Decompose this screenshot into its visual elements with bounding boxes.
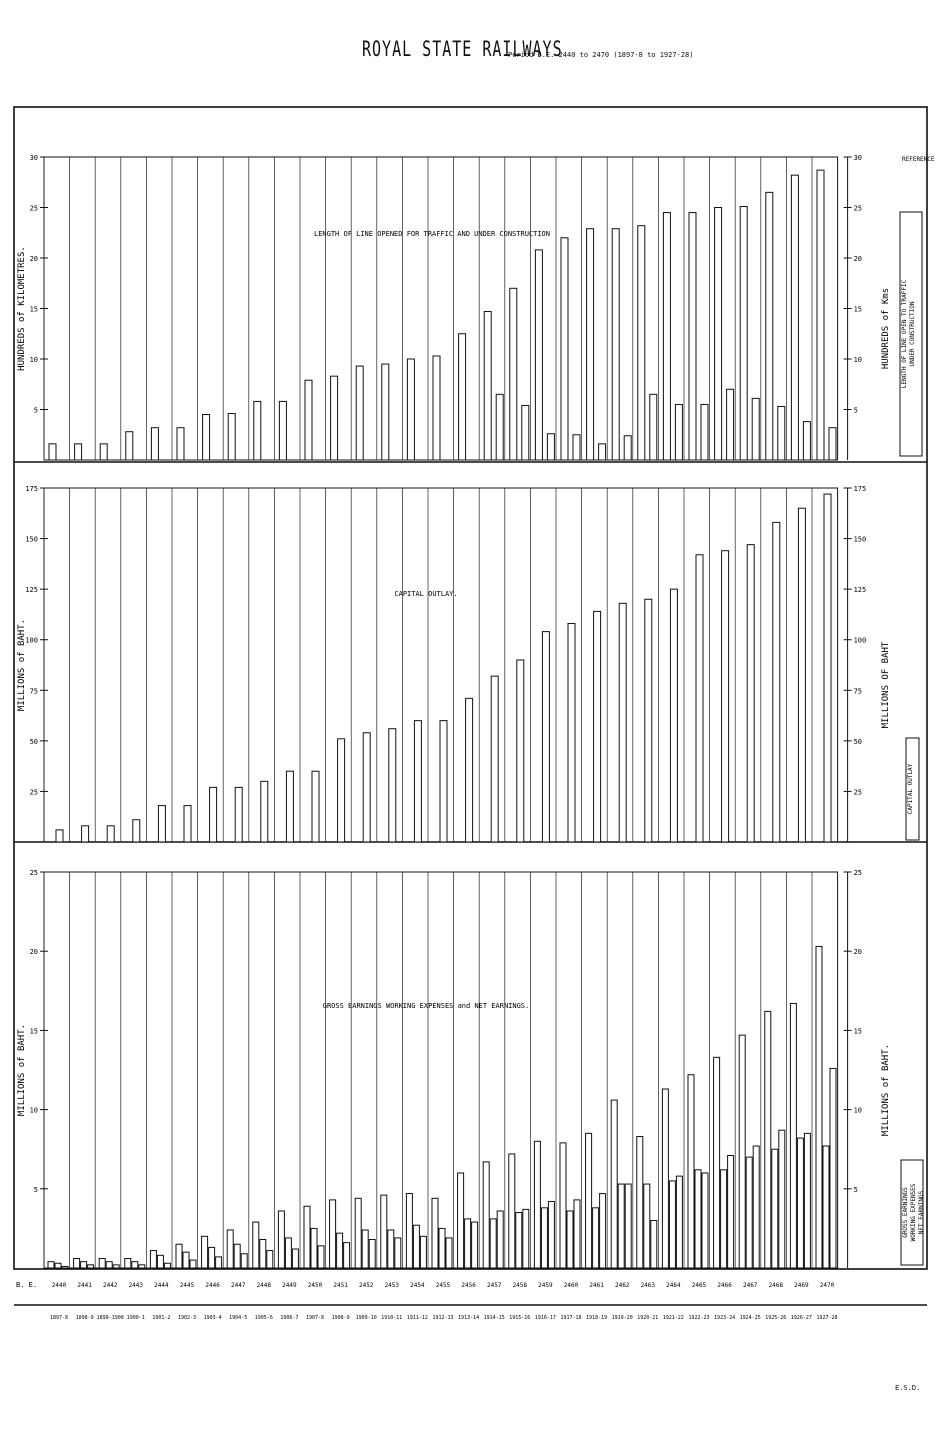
bar-capital-outlay	[773, 522, 780, 842]
x-tick-label-ad: 1903-4	[203, 1315, 222, 1321]
bar-capital-outlay	[491, 676, 498, 842]
x-tick-label-ad: 1914-15	[483, 1315, 505, 1321]
y-tick-label: 50	[29, 737, 38, 746]
bar-open-to-traffic	[561, 238, 568, 460]
y-axis-label-right: MILLIONS OF BAHT	[881, 641, 891, 729]
bar-gross-earnings	[99, 1258, 105, 1268]
y-tick-label: 15	[29, 1027, 38, 1036]
bar-working-expenses	[772, 1149, 778, 1268]
y-tick-label-right: 50	[853, 737, 863, 746]
x-tick-label-be: 2466	[717, 1282, 732, 1289]
x-tick-label-be: 2455	[435, 1282, 451, 1289]
x-tick-label-be: 2444	[154, 1282, 169, 1289]
bar-gross-earnings	[355, 1198, 361, 1268]
bar-capital-outlay	[107, 826, 114, 842]
x-tick-label-ad: 1904-5	[229, 1315, 248, 1321]
bar-gross-earnings	[509, 1154, 515, 1268]
bar-net-earnings	[497, 1211, 503, 1268]
bar-capital-outlay	[158, 806, 165, 842]
legend-entry: LENGTH OF LINE OPEN TO TRAFFIC	[901, 279, 908, 389]
y-tick-label: 20	[29, 948, 38, 957]
bar-capital-outlay	[338, 739, 345, 842]
bar-net-earnings	[651, 1220, 657, 1268]
x-tick-label-be: 2442	[102, 1282, 118, 1289]
bar-working-expenses	[465, 1219, 471, 1268]
x-tick-label-ad: 1908-9	[331, 1315, 350, 1321]
x-tick-label-ad: 1917-18	[560, 1315, 582, 1321]
x-tick-label-be: 2456	[461, 1282, 476, 1289]
bar-gross-earnings	[662, 1089, 668, 1268]
x-tick-label-be: 2465	[691, 1282, 707, 1289]
bar-gross-earnings	[816, 946, 822, 1268]
bar-capital-outlay	[82, 826, 89, 842]
bar-gross-earnings	[534, 1141, 540, 1268]
bar-gross-earnings	[330, 1200, 336, 1268]
bar-open-to-traffic	[715, 208, 722, 461]
bar-working-expenses	[285, 1238, 291, 1268]
y-tick-label-right: 25	[853, 204, 863, 213]
bar-gross-earnings	[637, 1137, 643, 1268]
bar-under-construction	[675, 404, 682, 460]
y-tick-label-right: 5	[853, 406, 858, 415]
bar-capital-outlay	[133, 820, 140, 842]
bar-open-to-traffic	[459, 334, 466, 460]
x-tick-label-be: 2461	[589, 1282, 604, 1289]
bar-under-construction	[547, 434, 554, 460]
bar-under-construction	[829, 428, 836, 460]
bar-gross-earnings	[202, 1236, 208, 1268]
y-tick-label: 15	[29, 305, 38, 314]
x-tick-label-ad: 1924-25	[739, 1315, 761, 1321]
bar-gross-earnings	[611, 1100, 617, 1268]
x-tick-label-ad: 1922-23	[688, 1315, 710, 1321]
x-tick-label-ad: 1925-26	[765, 1315, 787, 1321]
y-tick-label-right: 5	[853, 1185, 858, 1194]
x-tick-label-ad: 1911-12	[406, 1315, 428, 1321]
legend-entry: CAPITAL OUTLAY	[907, 763, 914, 815]
x-tick-label-be: 2448	[256, 1282, 272, 1289]
bar-capital-outlay	[440, 721, 447, 842]
bar-net-earnings	[164, 1263, 170, 1268]
bar-gross-earnings	[48, 1262, 54, 1268]
bar-gross-earnings	[586, 1133, 592, 1268]
bar-gross-earnings	[458, 1173, 464, 1268]
bar-under-construction	[522, 405, 529, 460]
legend-title: REFERENCE	[902, 156, 935, 163]
bar-open-to-traffic	[817, 170, 824, 460]
y-tick-label-right: 25	[853, 788, 863, 797]
bar-open-to-traffic	[305, 380, 312, 460]
bar-open-to-traffic	[535, 250, 542, 460]
bar-working-expenses	[388, 1230, 394, 1268]
bar-working-expenses	[81, 1262, 87, 1268]
x-tick-label-ad: 1899-1900	[96, 1315, 124, 1321]
legend-entry: WORKING EXPENSES	[910, 1183, 917, 1242]
bar-open-to-traffic	[663, 213, 670, 460]
legend-entry: GROSS EARNINGS	[902, 1187, 909, 1238]
bar-under-construction	[752, 398, 759, 460]
bar-open-to-traffic	[612, 229, 619, 460]
bar-working-expenses	[593, 1208, 599, 1268]
y-tick-label: 25	[29, 788, 38, 797]
y-tick-label-right: 20	[853, 255, 863, 263]
bar-capital-outlay	[261, 781, 268, 842]
x-tick-label-be: 2449	[282, 1282, 297, 1289]
bar-gross-earnings	[688, 1075, 694, 1268]
y-tick-label-right: 75	[853, 687, 863, 696]
bar-working-expenses	[721, 1170, 727, 1268]
bar-gross-earnings	[406, 1194, 412, 1268]
bar-gross-earnings	[714, 1057, 720, 1268]
bar-net-earnings	[804, 1133, 810, 1268]
bar-capital-outlay	[722, 551, 729, 842]
bar-capital-outlay	[184, 806, 191, 842]
bar-capital-outlay	[798, 508, 805, 842]
bar-working-expenses	[516, 1213, 522, 1268]
bar-working-expenses	[260, 1239, 266, 1268]
bar-capital-outlay	[312, 771, 319, 842]
x-tick-label-ad: 1918-19	[586, 1315, 608, 1321]
bar-working-expenses	[567, 1211, 573, 1268]
x-tick-label-ad: 1921-22	[662, 1315, 684, 1321]
bar-gross-earnings	[739, 1035, 745, 1268]
bar-capital-outlay	[286, 771, 293, 842]
y-tick-label: 10	[29, 356, 38, 364]
x-tick-label-be: 2451	[333, 1282, 348, 1289]
bar-open-to-traffic	[279, 401, 286, 460]
bar-net-earnings	[292, 1249, 298, 1268]
x-tick-label-be: 2454	[410, 1282, 425, 1289]
bar-gross-earnings	[765, 1011, 771, 1268]
y-tick-label-right: 15	[853, 305, 863, 314]
y-tick-label-right: 175	[853, 485, 867, 493]
x-tick-label-be: 2440	[51, 1282, 67, 1289]
bar-net-earnings	[600, 1194, 606, 1268]
x-tick-label-be: 2450	[307, 1282, 323, 1289]
bar-working-expenses	[618, 1184, 624, 1268]
bar-capital-outlay	[466, 698, 473, 842]
y-axis-label: HUNDREDS of KILOMETRES.	[17, 246, 27, 371]
bar-open-to-traffic	[510, 288, 517, 460]
y-axis-label: MILLIONS of BAHT.	[17, 1023, 27, 1117]
x-tick-label-ad: 1919-20	[611, 1315, 633, 1321]
bar-gross-earnings	[790, 1003, 796, 1268]
bar-gross-earnings	[560, 1143, 566, 1268]
bar-net-earnings	[318, 1246, 324, 1268]
period-label: Period B.E. 2440 to 2470 (1897-8 to 1927-28)	[508, 51, 694, 59]
y-tick-label: 10	[29, 1106, 38, 1115]
x-tick-label-be: 2441	[77, 1282, 92, 1289]
bar-open-to-traffic	[433, 356, 440, 460]
x-tick-label-ad: 1927-28	[816, 1315, 838, 1321]
bar-open-to-traffic	[254, 401, 261, 460]
bar-net-earnings	[267, 1251, 273, 1268]
bar-net-earnings	[420, 1236, 426, 1268]
page-title: ROYAL STATE RAILWAYS	[362, 36, 563, 62]
y-tick-label: 25	[29, 869, 38, 877]
bar-net-earnings	[830, 1068, 836, 1268]
bar-working-expenses	[362, 1230, 368, 1268]
x-tick-label-be: 2457	[486, 1282, 502, 1289]
bar-working-expenses	[132, 1262, 138, 1268]
bar-working-expenses	[541, 1208, 547, 1268]
bar-net-earnings	[190, 1260, 196, 1268]
x-tick-label-ad: 1902-3	[177, 1315, 197, 1321]
bar-gross-earnings	[125, 1258, 131, 1268]
y-tick-label-right: 20	[853, 948, 863, 957]
x-tick-label-ad: 1912-13	[432, 1315, 454, 1321]
bar-capital-outlay	[517, 660, 524, 842]
bar-open-to-traffic	[484, 312, 491, 460]
bar-net-earnings	[728, 1156, 734, 1268]
bar-under-construction	[599, 444, 606, 460]
x-tick-label-be: 2469	[794, 1282, 809, 1289]
bar-net-earnings	[523, 1209, 529, 1268]
y-tick-label: 20	[29, 255, 38, 263]
bar-capital-outlay	[619, 603, 626, 842]
bar-working-expenses	[183, 1252, 189, 1268]
bar-under-construction	[803, 422, 810, 460]
panel-title: CAPITAL OUTLAY.	[394, 590, 458, 598]
bar-open-to-traffic	[126, 432, 133, 460]
bar-net-earnings	[113, 1265, 119, 1268]
bar-gross-earnings	[227, 1230, 233, 1268]
bar-under-construction	[650, 394, 657, 460]
x-tick-label-ad: 1915-16	[509, 1315, 531, 1321]
bar-net-earnings	[395, 1238, 401, 1268]
y-tick-label-right: 30	[853, 154, 863, 162]
bar-capital-outlay	[235, 787, 242, 842]
y-tick-label: 100	[25, 636, 38, 645]
bar-net-earnings	[216, 1257, 222, 1268]
bar-capital-outlay	[389, 729, 396, 842]
x-tick-label-ad: 1897-8	[49, 1315, 69, 1321]
bar-net-earnings	[369, 1239, 375, 1268]
bar-under-construction	[727, 389, 734, 460]
y-tick-label: 75	[29, 687, 38, 696]
y-tick-label-right: 100	[853, 636, 867, 645]
x-tick-label-be: 2470	[819, 1282, 835, 1289]
y-tick-label-right: 150	[853, 535, 867, 544]
x-tick-label-be: 2459	[538, 1282, 553, 1289]
bar-capital-outlay	[542, 632, 549, 842]
bar-open-to-traffic	[740, 206, 747, 460]
bar-gross-earnings	[278, 1211, 284, 1268]
x-tick-label-be: 2462	[614, 1282, 630, 1289]
x-tick-label-be: 2452	[358, 1282, 374, 1289]
y-tick-label: 150	[25, 535, 38, 544]
x-tick-label-be: 2443	[128, 1282, 144, 1289]
x-tick-label-ad: 1913-14	[458, 1315, 480, 1321]
bar-working-expenses	[439, 1228, 445, 1268]
x-tick-label-be: 2460	[563, 1282, 579, 1289]
bar-working-expenses	[490, 1219, 496, 1268]
bar-under-construction	[573, 435, 580, 460]
y-tick-label-right: 10	[853, 356, 863, 364]
bar-under-construction	[778, 406, 785, 460]
bar-working-expenses	[746, 1157, 752, 1268]
y-tick-label-right: 25	[853, 869, 863, 877]
x-tick-label-ad: 1916-17	[534, 1315, 556, 1321]
bar-net-earnings	[446, 1238, 452, 1268]
bar-net-earnings	[702, 1173, 708, 1268]
bar-gross-earnings	[253, 1222, 259, 1268]
bar-open-to-traffic	[177, 428, 184, 460]
bar-capital-outlay	[645, 599, 652, 842]
bar-open-to-traffic	[587, 229, 594, 460]
bar-net-earnings	[753, 1146, 759, 1268]
x-tick-label-be: 2463	[640, 1282, 656, 1289]
bar-gross-earnings	[74, 1258, 80, 1268]
x-tick-label-be: 2453	[384, 1282, 400, 1289]
bar-net-earnings	[779, 1130, 785, 1268]
bar-gross-earnings	[432, 1198, 438, 1268]
bar-working-expenses	[823, 1146, 829, 1268]
panel-title: GROSS EARNINGS WORKING EXPENSES and NET EARNINGS.	[322, 1002, 530, 1010]
bar-working-expenses	[797, 1138, 803, 1268]
bar-working-expenses	[669, 1181, 675, 1268]
y-tick-label: 125	[25, 586, 38, 595]
x-tick-label-ad: 1906-7	[280, 1315, 299, 1321]
bar-net-earnings	[241, 1254, 247, 1268]
bar-gross-earnings	[483, 1162, 489, 1268]
bar-working-expenses	[106, 1262, 112, 1268]
y-tick-label: 25	[29, 204, 38, 213]
bar-open-to-traffic	[791, 175, 798, 460]
signature: E.S.D.	[895, 1384, 921, 1392]
x-tick-label-be: 2446	[205, 1282, 220, 1289]
bar-capital-outlay	[670, 589, 677, 842]
x-tick-label-ad: 1898-9	[75, 1315, 94, 1321]
bar-net-earnings	[574, 1200, 580, 1268]
y-tick-label: 30	[29, 154, 38, 162]
bar-open-to-traffic	[100, 444, 107, 460]
y-tick-label: 5	[33, 406, 38, 415]
x-tick-label-be: 2468	[768, 1282, 784, 1289]
x-tick-label-ad: 1901-2	[152, 1315, 171, 1321]
bar-capital-outlay	[210, 787, 217, 842]
y-tick-label: 5	[33, 1185, 38, 1194]
y-tick-label: 175	[25, 485, 38, 493]
x-tick-label-ad: 1909-10	[355, 1315, 377, 1321]
y-axis-label-right: MILLIONS of BAHT.	[881, 1043, 891, 1137]
y-tick-label-right: 15	[853, 1027, 863, 1036]
bar-working-expenses	[234, 1244, 240, 1268]
bar-open-to-traffic	[638, 226, 645, 460]
bar-gross-earnings	[381, 1195, 387, 1268]
panel-title: LENGTH OF LINE OPENED FOR TRAFFIC AND UNDER CONSTRUCTION	[313, 230, 551, 238]
bar-capital-outlay	[747, 545, 754, 842]
x-tick-label-ad: 1900-1	[126, 1315, 145, 1321]
bar-net-earnings	[62, 1266, 68, 1268]
bar-working-expenses	[55, 1263, 61, 1268]
bar-open-to-traffic	[75, 444, 82, 460]
bar-working-expenses	[695, 1170, 701, 1268]
bar-capital-outlay	[568, 624, 575, 842]
bar-working-expenses	[413, 1225, 419, 1268]
x-tick-label-ad: 1923-24	[714, 1315, 736, 1321]
bar-open-to-traffic	[49, 444, 56, 460]
bar-gross-earnings	[176, 1244, 182, 1268]
bar-gross-earnings	[304, 1206, 310, 1268]
x-tick-label-be: 2467	[742, 1282, 758, 1289]
bar-net-earnings	[625, 1184, 631, 1268]
bar-under-construction	[701, 404, 708, 460]
y-tick-label-right: 10	[853, 1106, 863, 1115]
bar-working-expenses	[157, 1255, 163, 1268]
x-tick-label-ad: 1907-8	[305, 1315, 325, 1321]
x-tick-label-be: 2464	[666, 1282, 681, 1289]
bar-gross-earnings	[150, 1251, 156, 1268]
bar-net-earnings	[548, 1201, 554, 1268]
x-tick-label-ad: 1905-6	[254, 1315, 273, 1321]
x-tick-label-be: 2447	[230, 1282, 246, 1289]
bar-open-to-traffic	[356, 366, 363, 460]
bar-open-to-traffic	[203, 415, 210, 460]
bar-net-earnings	[676, 1176, 682, 1268]
bar-net-earnings	[472, 1222, 478, 1268]
bar-working-expenses	[311, 1228, 317, 1268]
x-tick-label-be: 2458	[512, 1282, 528, 1289]
bar-open-to-traffic	[228, 414, 235, 460]
legend-entry: UNDER CONSTRUCTION	[909, 301, 916, 367]
y-axis-label-right: HUNDREDS of Kms	[881, 287, 891, 370]
bar-open-to-traffic	[407, 359, 414, 460]
x-tick-label-be: 2445	[179, 1282, 195, 1289]
bar-open-to-traffic	[382, 364, 389, 460]
bar-working-expenses	[644, 1184, 650, 1268]
bar-capital-outlay	[696, 555, 703, 842]
bar-capital-outlay	[824, 494, 831, 842]
bar-working-expenses	[337, 1233, 343, 1268]
y-axis-label: MILLIONS of BAHT.	[17, 618, 27, 712]
bar-working-expenses	[209, 1247, 215, 1268]
bar-capital-outlay	[594, 611, 601, 842]
y-tick-label-right: 125	[853, 586, 867, 595]
bar-net-earnings	[139, 1265, 145, 1268]
bar-net-earnings	[344, 1243, 350, 1268]
bar-capital-outlay	[414, 721, 421, 842]
legend-entry: NET EARNINGS	[918, 1190, 925, 1235]
bar-under-construction	[496, 394, 503, 460]
x-tick-label-ad: 1910-11	[381, 1315, 403, 1321]
bar-capital-outlay	[363, 733, 370, 842]
bar-net-earnings	[88, 1265, 94, 1268]
x-tick-label-ad: 1926-27	[790, 1315, 812, 1321]
bar-open-to-traffic	[689, 213, 696, 460]
bar-under-construction	[624, 436, 631, 460]
axis-prefix: B. E.	[16, 1281, 38, 1289]
bar-open-to-traffic	[766, 192, 773, 460]
bar-capital-outlay	[56, 830, 63, 842]
bar-open-to-traffic	[331, 376, 338, 460]
x-tick-label-ad: 1920-21	[637, 1315, 659, 1321]
bar-open-to-traffic	[151, 428, 158, 460]
